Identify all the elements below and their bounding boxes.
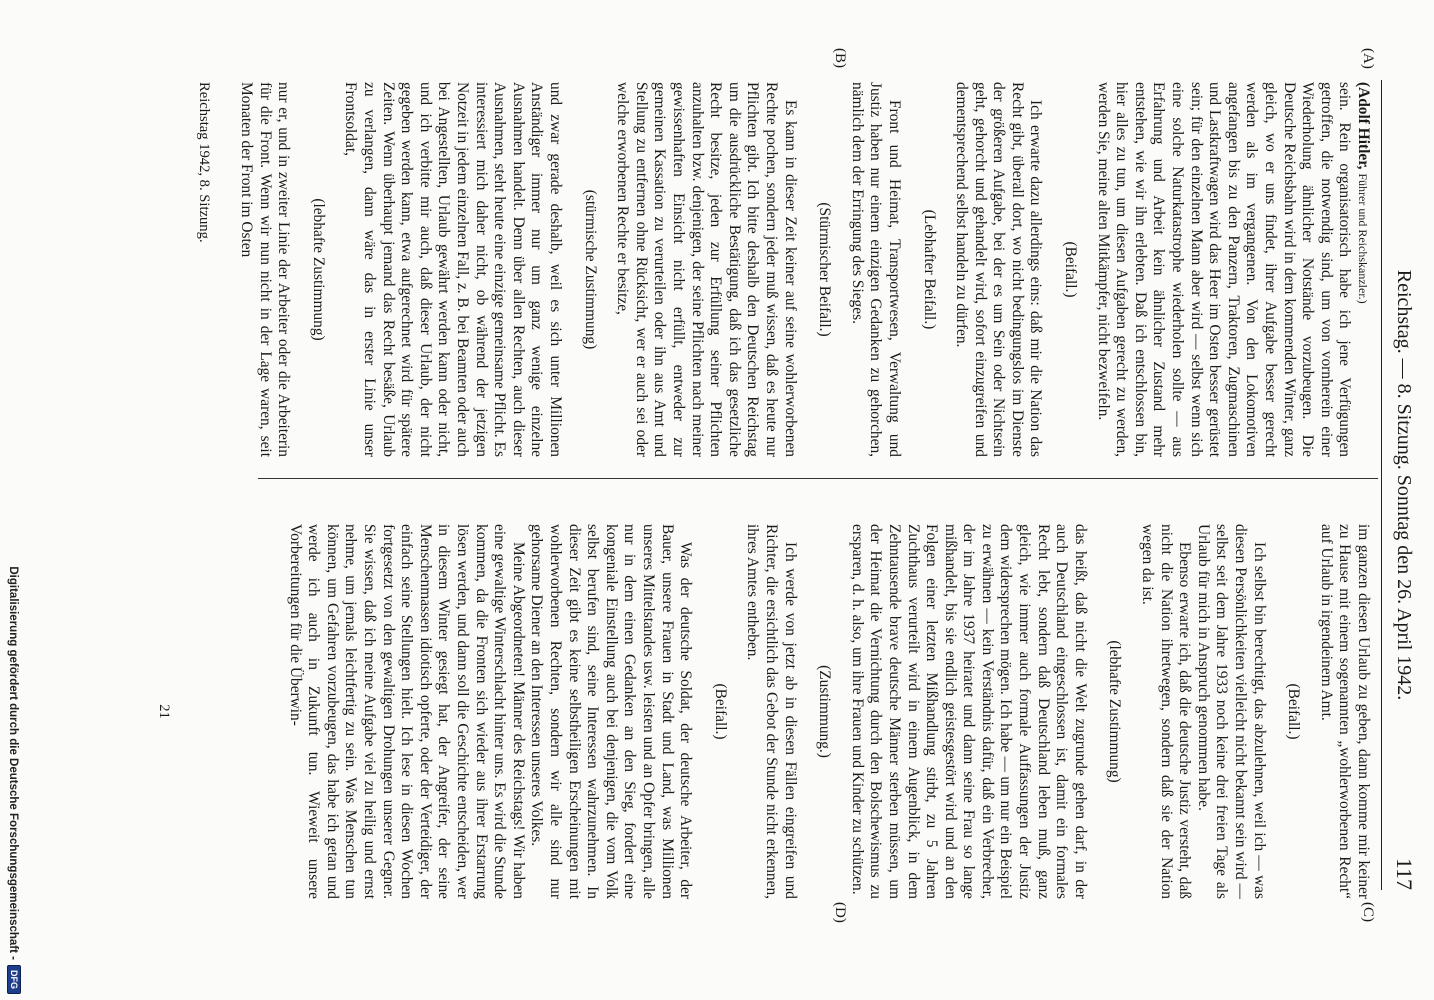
reaction-note: (stürmische Zustimmung): [581, 189, 599, 350]
margin-letter-c: (C): [1360, 902, 1376, 922]
reaction-note: (Lebhafter Beifall.): [920, 209, 938, 330]
paragraph: Meine Abgeordneten! Männer des Reichstags! Wir haben eine gewaltige Winterschlacht hinter uns. Es wird die Stunde kommen, da die Fronten sich wieder aus ihrer Erstarrung lösen werden, und dann soll die Geschichte entscheiden, wer in diesem Winter gesiegt hat, der Angreifer, der seine Menschenmassen idiotisch opferte, oder der Verteidiger, der einfach seine Stellungen hielt. Ich lese in diesen Wochen fortgesetzt von den gewaltigen Drohungen unserer Gegner. Sie wissen, daß ich meine Aufgabe viel zu heilig und ernst nehme, um jemals leichtfertig zu sein. Was Menschen tun können, um Gefahren vorzubeugen, das habe ich getan und werde ich auch in Zukunft tun. Wieweit unsere Vorbereitungen für die Überwin-: [286, 524, 527, 899]
page-header: [1381, 80, 1426, 890]
dfg-logo: DFG: [7, 965, 21, 994]
paragraph: sein. Rein organisatorisch habe ich jene Verfügungen getroffen, die notwendig sind, um von vornherein einer Wiederholung ähnlicher Notstände vorzubeugen. Die Deutsche Reichsbahn wird in dem kommenden Winter, ganz gleich, wo er uns findet, ihrer Aufgabe besser gerecht werden als im vergangenen. Von den Lokomotiven angefangen bis zu den Panzern, Traktoren, Zugmaschinen und Lastkraftwagen wird das Heer im Osten besser gerüstet sein; für den einzelnen Mann aber wird — selbst wenn sich eine solche Naturkatastrophe wiederholen sollte — aus Erfahrung und Arbeit kein ähnlicher Zustand mehr entstehen, wie wir ihn erlebten. Daß ich entschlossen bin, hier alles zu tun, um diesen Aufgaben gerecht zu werden, werden Sie, meine alten Mitkämpfer, nicht bezweifeln.: [1094, 82, 1354, 457]
margin-letter-a: (A): [1360, 48, 1376, 69]
paragraph: Ich erwarte dazu allerdings eins: daß mir die Nation das Recht gibt, überall dort, wo nicht bedingungslos im Dienste der größeren Aufgabe, bei der es um Sein oder Nichtsein geht, gehorcht und gehandelt wird, sofort einzugreifen und dementsprechend selbst handeln zu dürfen.: [953, 82, 1045, 457]
reaction-note: (Zustimmung.): [816, 665, 834, 758]
paragraph: Es kann in dieser Zeit keiner auf seine wohlerworbenen Rechte pochen, sondern jeder muß wissen, daß es heute nur Pflichten gibt. Ich bitte deshalb den Deutschen Reichstag um die ausdrückliche Bestätigung, daß ich das gesetzliche Recht besitze, jeden zur Erfüllung seiner Pflichten anzuhalten bzw. denjenigen, der seine Pflichten nach meiner gewissenhaften Einsicht nicht erfüllt, entweder zur gemeinen Kassation zu verurteilen oder ihn aus Amt und Stellung zu entfernen ohne Rücksicht, wer er auch sei oder welche erworbenen Rechte er besitze,: [614, 82, 799, 457]
paragraph: Ebenso erwarte ich, daß die deutsche Justiz versteht, daß nicht die Nation ihretwegen, sondern daß sie der Nation wegen da ist.: [1139, 524, 1194, 899]
paragraph: Ich werde von jetzt ab in diesen Fällen eingreifen und Richter, die ersichtlich das Gebot der Stunde nicht erkennen, ihres Amtes entheben.: [744, 524, 799, 899]
reaction-note: (Stürmischer Beifall.): [816, 202, 834, 337]
column-divider: [258, 478, 1378, 479]
reaction-note: (Beifall.): [711, 683, 729, 740]
paragraph: Was der deutsche Soldat, der deutsche Arbeiter, der Bauer, unsere Frauen in Stadt und Land, was Millionen unseres Mittelstandes usw. leisten und an Opfer bringen, alle nur in dem einen Gedanken an den Sieg, fordert eine kongeniale Einstellung auch bei denjenigen, die vom Volk selbst berufen sind, seine Interessen wahrzunehmen. In dieser Zeit gibt es keine selbstheiligen Erscheinungen mit wohlerworbenen Rechten, sondern wir alle sind nur gehorsame Diener an den Interessen unseres Volkes.: [528, 524, 695, 899]
paragraph: nur er, und in zweiter Linie der Arbeiter oder die Arbeiterin für die Front. Wenn wir nun nicht in der Lage waren, seit Monaten der Front im Osten: [238, 82, 293, 457]
header-page-number: 117: [1392, 857, 1417, 890]
paragraph: Ich selbst bin berechtigt, das abzulehnen, weil ich — was diesen Persönlichkeiten vielleicht nicht bekannt sein wird — selbst seit dem Jahre 1933 noch keine drei freien Tage als Urlaub für mich in Anspruch genommen habe.: [1194, 524, 1268, 899]
left-column: [210, 82, 1372, 457]
reaction-note: (Beifall.): [1285, 683, 1303, 740]
right-column: [210, 524, 1372, 899]
digitization-note: Digitalisierung gefördert durch die Deutsche Forschungsgemeinschaft -: [7, 566, 19, 960]
reaction-note: (lebhafte Zustimmung): [309, 198, 327, 341]
footer-citation: Reichstag 1942, 8. Sitzung.: [196, 82, 212, 243]
reaction-note: (Beifall.): [1062, 241, 1080, 298]
speaker-line: [1353, 82, 1372, 457]
speaker-role: Führer und Reichskanzler.): [1356, 173, 1370, 304]
paragraph: und zwar gerade deshalb, weil es sich unter Millionen Anständiger immer nur um ganz wenige einzelne Ausnahmen handelt. Denn über allen Rechten, auch dieser Ausnahmen, steht heute eine einzige gemeinsame Pflicht. Es interessiert mich daher nicht, ob während der jetzigen Notzeit in jedem einzelnen Fall, z. B. bei Beamten oder auch bei Angestellten, Urlaub gewährt werden kann oder nicht, und ich verbitte mir auch, daß dieser Urlaub, der nicht gegeben werden kann, etwa aufgerechnet wird für spätere Zeiten. Wenn überhaupt jemand das Recht besäße, Urlaub zu verlangen, dann wäre das in erster Linie unser Frontsoldat,: [342, 82, 565, 457]
speaker-name: (Adolf Hitler,: [1355, 82, 1372, 170]
margin-letter-b: (B): [832, 48, 848, 68]
paragraph: im ganzen diesen Urlaub zu geben, dann komme mir keiner zu Hause mit einem sogenannten „wohlerworbenen Recht“ auf Urlaub in irgendeinem Amt.: [1317, 524, 1372, 899]
sheet-number: 21: [156, 704, 172, 719]
paragraph: Front und Heimat, Transportwesen, Verwaltung und Justiz haben nur einem einzigen Gedanken zu gehorchen, nämlich dem der Erringung des Sieges.: [848, 82, 903, 457]
paragraph: das heißt, daß nicht die Welt zugrunde gehen darf, in der auch Deutschland eingeschlossen ist, damit ein formales Recht lebt, sondern daß Deutschland leben muß, ganz gleich, wie immer auch formale Auffassungen der Justiz dem widersprechen mögen. Ich habe — um nur ein Beispiel zu erwähnen — kein Verständnis dafür, daß ein Verbrecher, der im Jahre 1937 heiratet und dann seine Frau so lange mißhandelt, bis sie endlich geistesgestört wird und an den Folgen einer letzten Mißhandlung stirbt, zu 5 Jahren Zuchthaus verurteilt wird in einem Augenblick, in dem Zehntausende brave deutsche Männer sterben müssen, um der Heimat die Vernichtung durch den Bolschewismus zu ersparen, d. h. also, um ihre Frauen und Kinder zu schützen.: [848, 524, 1089, 899]
margin-letter-d: (D): [832, 902, 848, 923]
header-title: Reichstag. — 8. Sitzung. Sonntag den 26. April 1942.: [1393, 269, 1415, 701]
reaction-note: (lebhafte Zustimmung): [1106, 640, 1124, 783]
